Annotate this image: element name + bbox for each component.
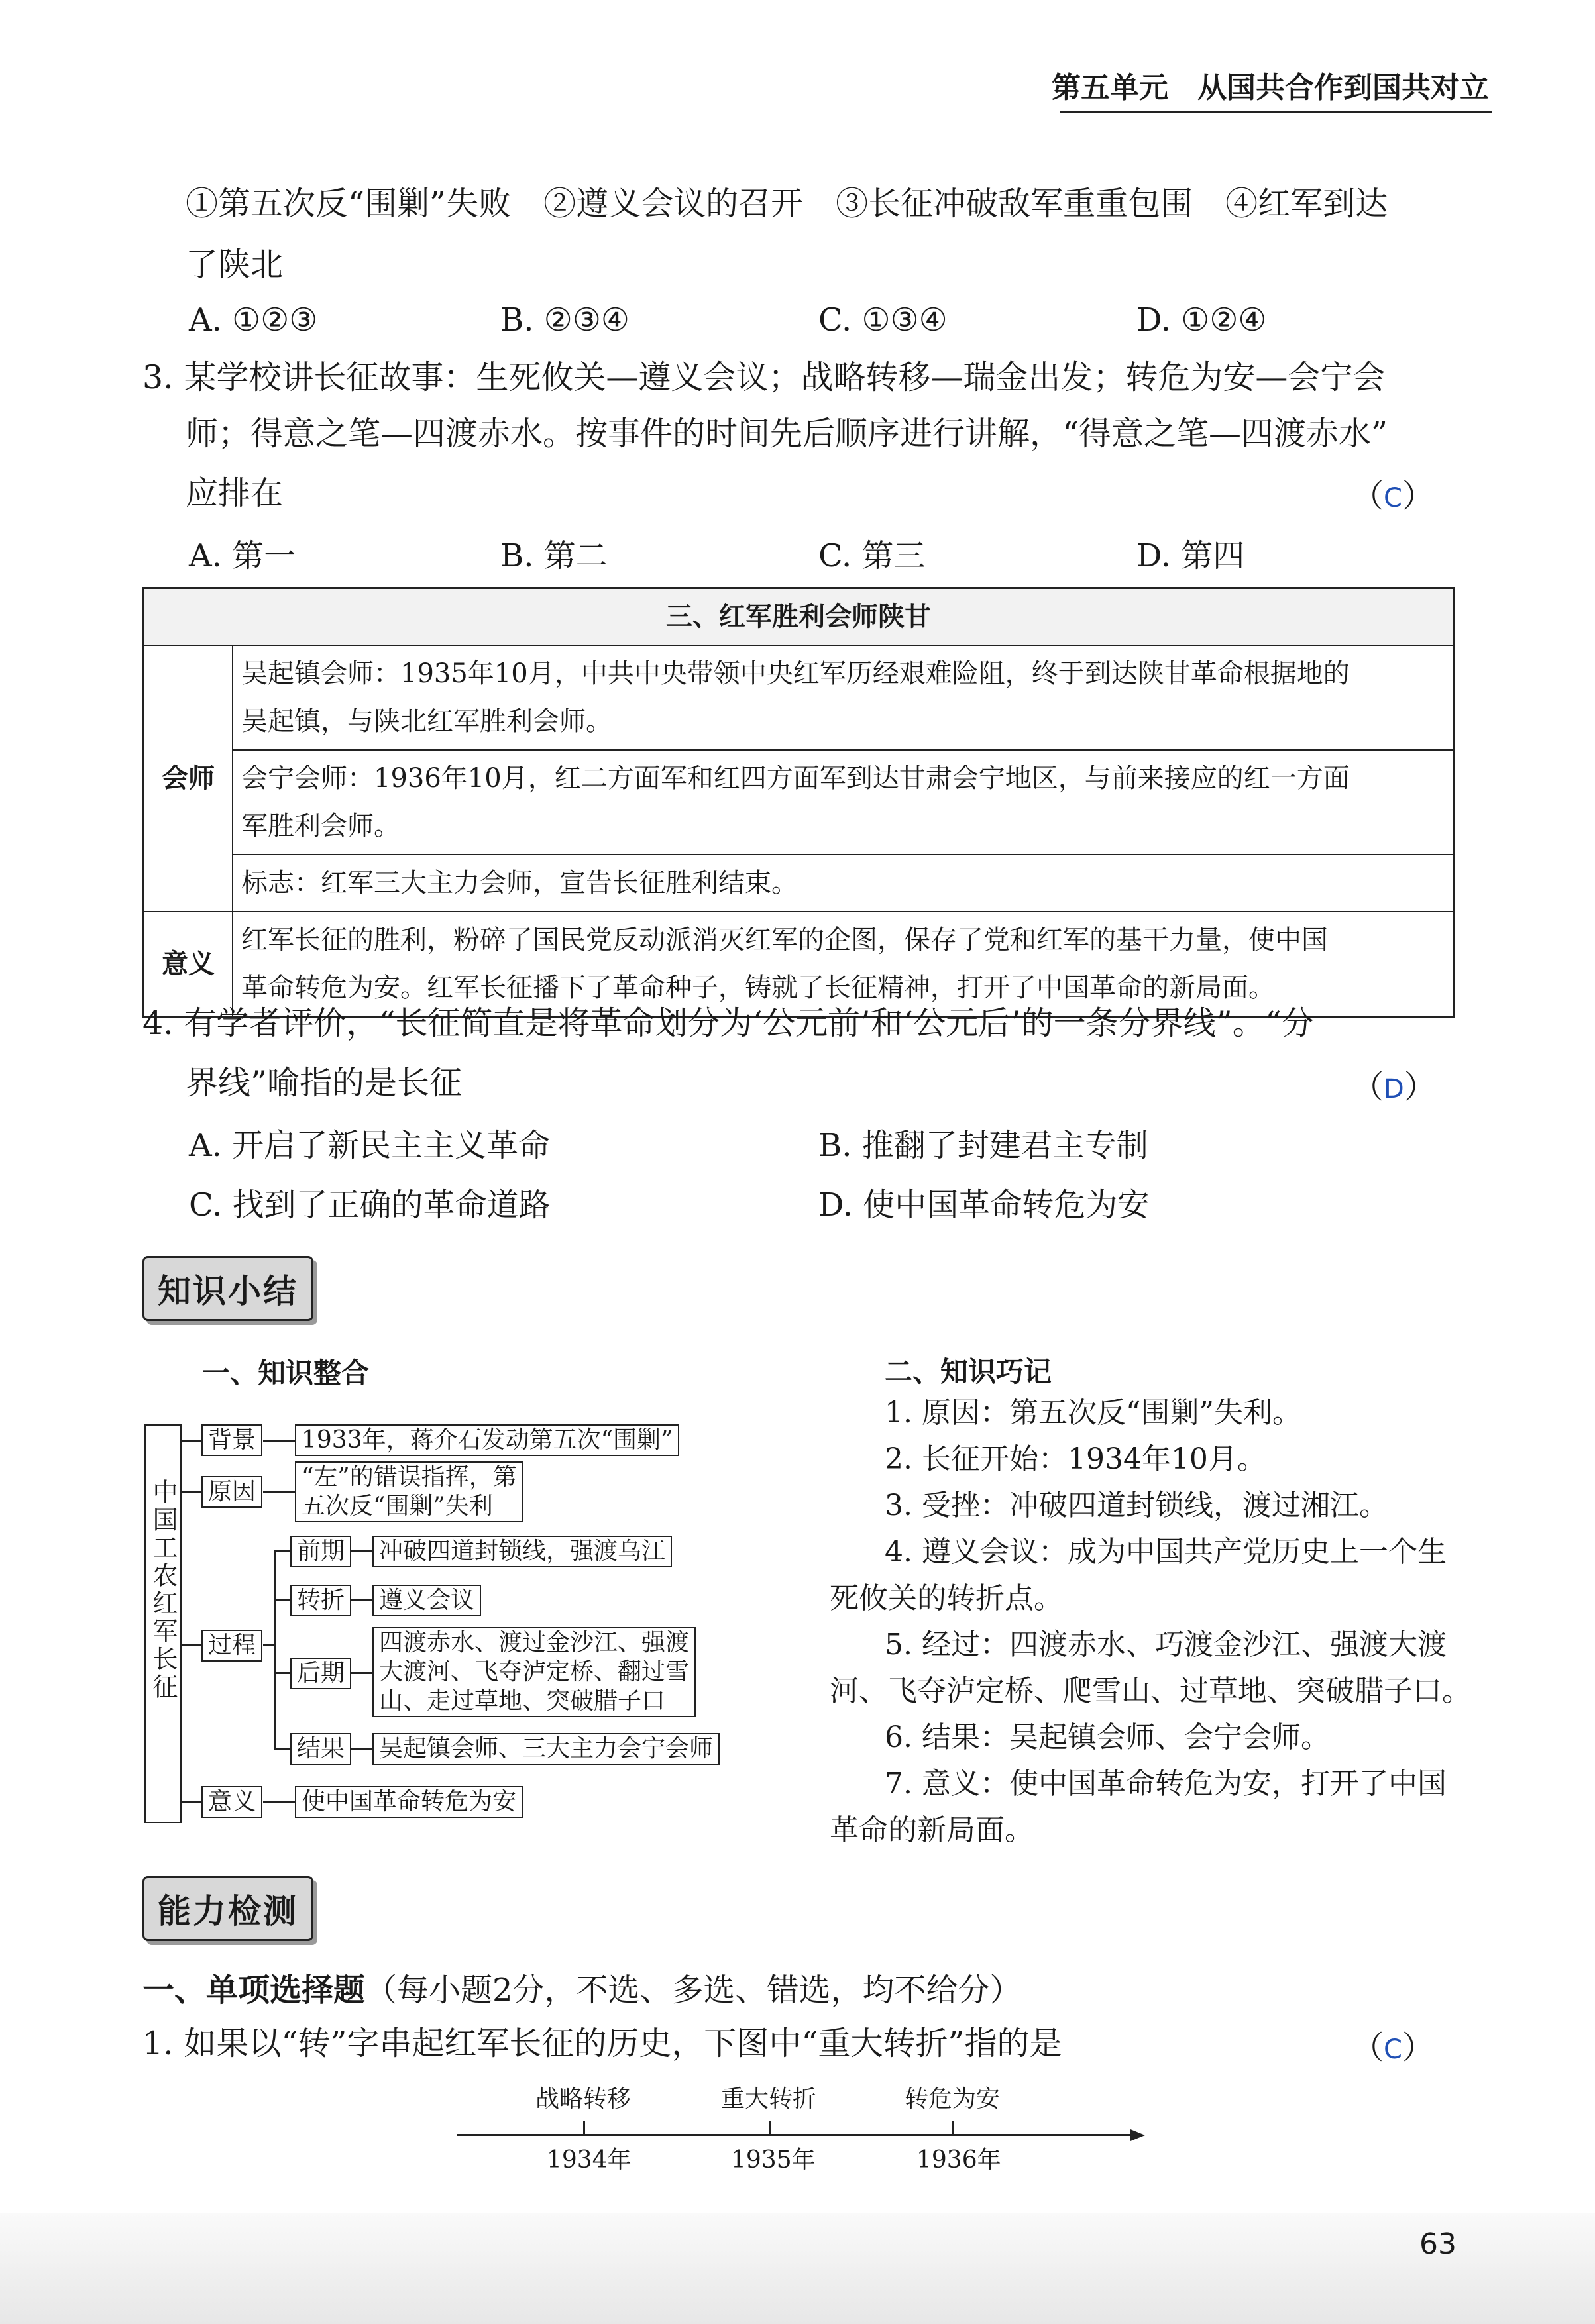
q3-option-d: D. 第四	[1136, 537, 1245, 574]
timeline-axis	[457, 2134, 1133, 2136]
connector	[274, 1748, 290, 1750]
recall-item: 6. 结果：吴起镇会师、会宁会师。	[885, 1720, 1330, 1754]
arrow	[351, 1550, 372, 1552]
recall-item: 革命的新局面。	[830, 1813, 1034, 1847]
q3-option-b: B. 第二	[500, 537, 608, 574]
map-jieguo-text: 吴起镇会师、三大主力会宁会师	[372, 1733, 720, 1765]
q4-option-b: B. 推翻了封建君主专制	[818, 1127, 1148, 1164]
map-houqi: 后期	[290, 1658, 351, 1689]
q3-line2: 师；得意之笔—四渡赤水。按事件的时间先后顺序进行讲解，“得意之笔—四渡赤水”	[186, 415, 1388, 452]
table-label-yiyi: 意义	[144, 912, 233, 1017]
q3-option-c: C. 第三	[818, 537, 926, 574]
map-root: 中国工农红军长征	[148, 1479, 178, 1701]
table-row-huining: 会宁会师：1936年10月，红二方面军和红四方面军到达甘肃会宁地区，与前来接应的红一方面 军胜利会师。	[233, 750, 1454, 855]
q3-line3: 应排在	[186, 474, 284, 512]
map-zhuanzhe-text: 遵义会议	[372, 1585, 481, 1616]
ability-q1-answer-bracket: （C）	[1352, 2029, 1434, 2066]
map-guocheng: 过程	[201, 1630, 262, 1662]
timeline-year: 1935年	[731, 2146, 816, 2174]
table-title: 三、红军胜利会师陕甘	[144, 588, 1454, 646]
timeline-label: 转危为安	[905, 2086, 1001, 2113]
connector	[182, 1440, 201, 1442]
q4-option-a: A. 开启了新民主主义革命	[189, 1127, 551, 1164]
timeline-label: 战略转移	[535, 2086, 632, 2113]
recall-title: 二、知识巧记	[885, 1355, 1052, 1388]
arrow	[263, 1440, 295, 1442]
map-beijing-text: 1933年，蒋介石发动第五次“围剿”	[295, 1424, 679, 1456]
table-label-huishi: 会师	[144, 645, 233, 912]
arrow	[263, 1491, 295, 1493]
section-note: （每小题2分，不选、多选、错选，均不给分）	[365, 1972, 1022, 2009]
q3-answer: C	[1384, 483, 1402, 513]
recall-item: 河、飞夺泸定桥、爬雪山、过草地、突破腊子口。	[830, 1674, 1471, 1708]
section-title: 一、单项选择题	[142, 1972, 366, 2009]
arrow	[351, 1599, 372, 1601]
map-yiyi-text: 使中国革命转危为安	[295, 1786, 523, 1818]
table-row-yiyi: 红军长征的胜利，粉碎了国民党反动派消灭红军的企图，保存了党和红军的基干力量，使中国 革命转危为安。红军长征播下了革命种子，铸就了长征精神，打开了中国革命的新局面。	[233, 912, 1454, 1017]
integration-title: 一、知识整合	[202, 1357, 370, 1389]
connector	[182, 1491, 201, 1493]
summary-tag: 知识小结	[142, 1256, 313, 1321]
timeline-year: 1936年	[916, 2146, 1001, 2174]
map-jieguo: 结果	[290, 1733, 351, 1765]
q4-option-d: D. 使中国革命转危为安	[818, 1187, 1150, 1224]
timeline-tick	[952, 2121, 954, 2135]
table-row-wuqi: 吴起镇会师：1935年10月，中共中央带领中央红军历经艰难险阻，终于到达陕甘革命根据地的 吴起镇，与陕北红军胜利会师。	[233, 645, 1454, 750]
arrow	[351, 1748, 372, 1750]
branch-spine	[274, 1550, 276, 1749]
q2-line1: ①第五次反“围剿”失败 ②遵义会议的召开 ③长征冲破敌军重重包围 ④红军到达	[186, 185, 1388, 223]
connector	[274, 1550, 290, 1552]
timeline-tick	[769, 2121, 771, 2135]
map-qianqi: 前期	[290, 1536, 351, 1567]
recall-item: 7. 意义：使中国革命转危为安，打开了中国	[885, 1767, 1447, 1801]
page-number: 63	[1419, 2227, 1457, 2261]
unit-title: 第五单元 从国共合作到国共对立	[1052, 71, 1489, 105]
q3-option-a: A. 第一	[189, 537, 296, 574]
knowledge-table	[142, 587, 1455, 1018]
timeline-arrow-icon	[1130, 2129, 1145, 2141]
map-beijing: 背景	[201, 1424, 262, 1456]
section-heading	[142, 1964, 1022, 2010]
q2-option-b: B. ②③④	[500, 301, 630, 339]
map-houqi-text: 四渡赤水、渡过金沙江、强渡 大渡河、飞夺泸定桥、翻过雪 山、走过草地、突破腊子口	[372, 1627, 696, 1717]
ability-tag: 能力检测	[142, 1876, 313, 1941]
recall-item: 1. 原因：第五次反“围剿”失利。	[885, 1396, 1301, 1430]
q2-line2: 了陕北	[186, 246, 284, 284]
connector	[182, 1801, 201, 1803]
connector	[274, 1672, 290, 1674]
q2-option-c: C. ①③④	[818, 301, 948, 339]
arrow	[263, 1801, 295, 1803]
timeline-year: 1934年	[547, 2146, 632, 2174]
map-qianqi-text: 冲破四道封锁线，强渡乌江	[372, 1536, 672, 1567]
connector	[182, 1644, 201, 1646]
q4-line2: 界线”喻指的是长征	[186, 1064, 463, 1102]
recall-item: 死攸关的转折点。	[830, 1581, 1063, 1615]
map-root-box	[144, 1424, 182, 1823]
q3-line1: 3. 某学校讲长征故事：生死攸关—遵义会议；战略转移—瑞金出发；转危为安—会宁会	[142, 358, 1386, 396]
q4-answer: D	[1384, 1074, 1404, 1104]
connector	[263, 1644, 275, 1646]
q4-answer-bracket: （D）	[1352, 1069, 1436, 1106]
header-rule	[1060, 111, 1492, 113]
q2-option-a: A. ①②③	[189, 301, 318, 339]
map-zhuanzhe: 转折	[290, 1585, 351, 1616]
ability-q1-text: 1. 如果以“转”字串起红军长征的历史，下图中“重大转折”指的是	[142, 2025, 1062, 2062]
timeline-tick	[583, 2121, 585, 2135]
q4-line1: 4. 有学者评价，“长征简直是将革命划分为‘公元前’和‘公元后’的一条分界线”。“分	[142, 1004, 1314, 1042]
ability-q1-answer: C	[1384, 2034, 1402, 2065]
recall-item: 5. 经过：四渡赤水、巧渡金沙江、强渡大渡	[885, 1628, 1447, 1662]
arrow	[351, 1672, 372, 1674]
q4-option-c: C. 找到了正确的革命道路	[189, 1187, 551, 1224]
footer-band	[0, 2213, 1595, 2324]
q3-answer-bracket: （C）	[1352, 478, 1434, 515]
timeline-label: 重大转折	[721, 2086, 817, 2113]
recall-item: 2. 长征开始：1934年10月。	[885, 1442, 1266, 1476]
q2-option-d: D. ①②④	[1136, 301, 1267, 339]
recall-item: 4. 遵义会议：成为中国共产党历史上一个生	[885, 1535, 1447, 1569]
recall-item: 3. 受挫：冲破四道封锁线，渡过湘江。	[885, 1489, 1388, 1522]
connector	[274, 1599, 290, 1601]
map-yuanyin-text: “左”的错误指挥，第 五次反“围剿”失利	[295, 1461, 523, 1522]
table-row-biaozhi: 标志：红军三大主力会师，宣告长征胜利结束。	[233, 855, 1454, 912]
map-yuanyin: 原因	[201, 1476, 262, 1508]
map-yiyi: 意义	[201, 1786, 262, 1818]
